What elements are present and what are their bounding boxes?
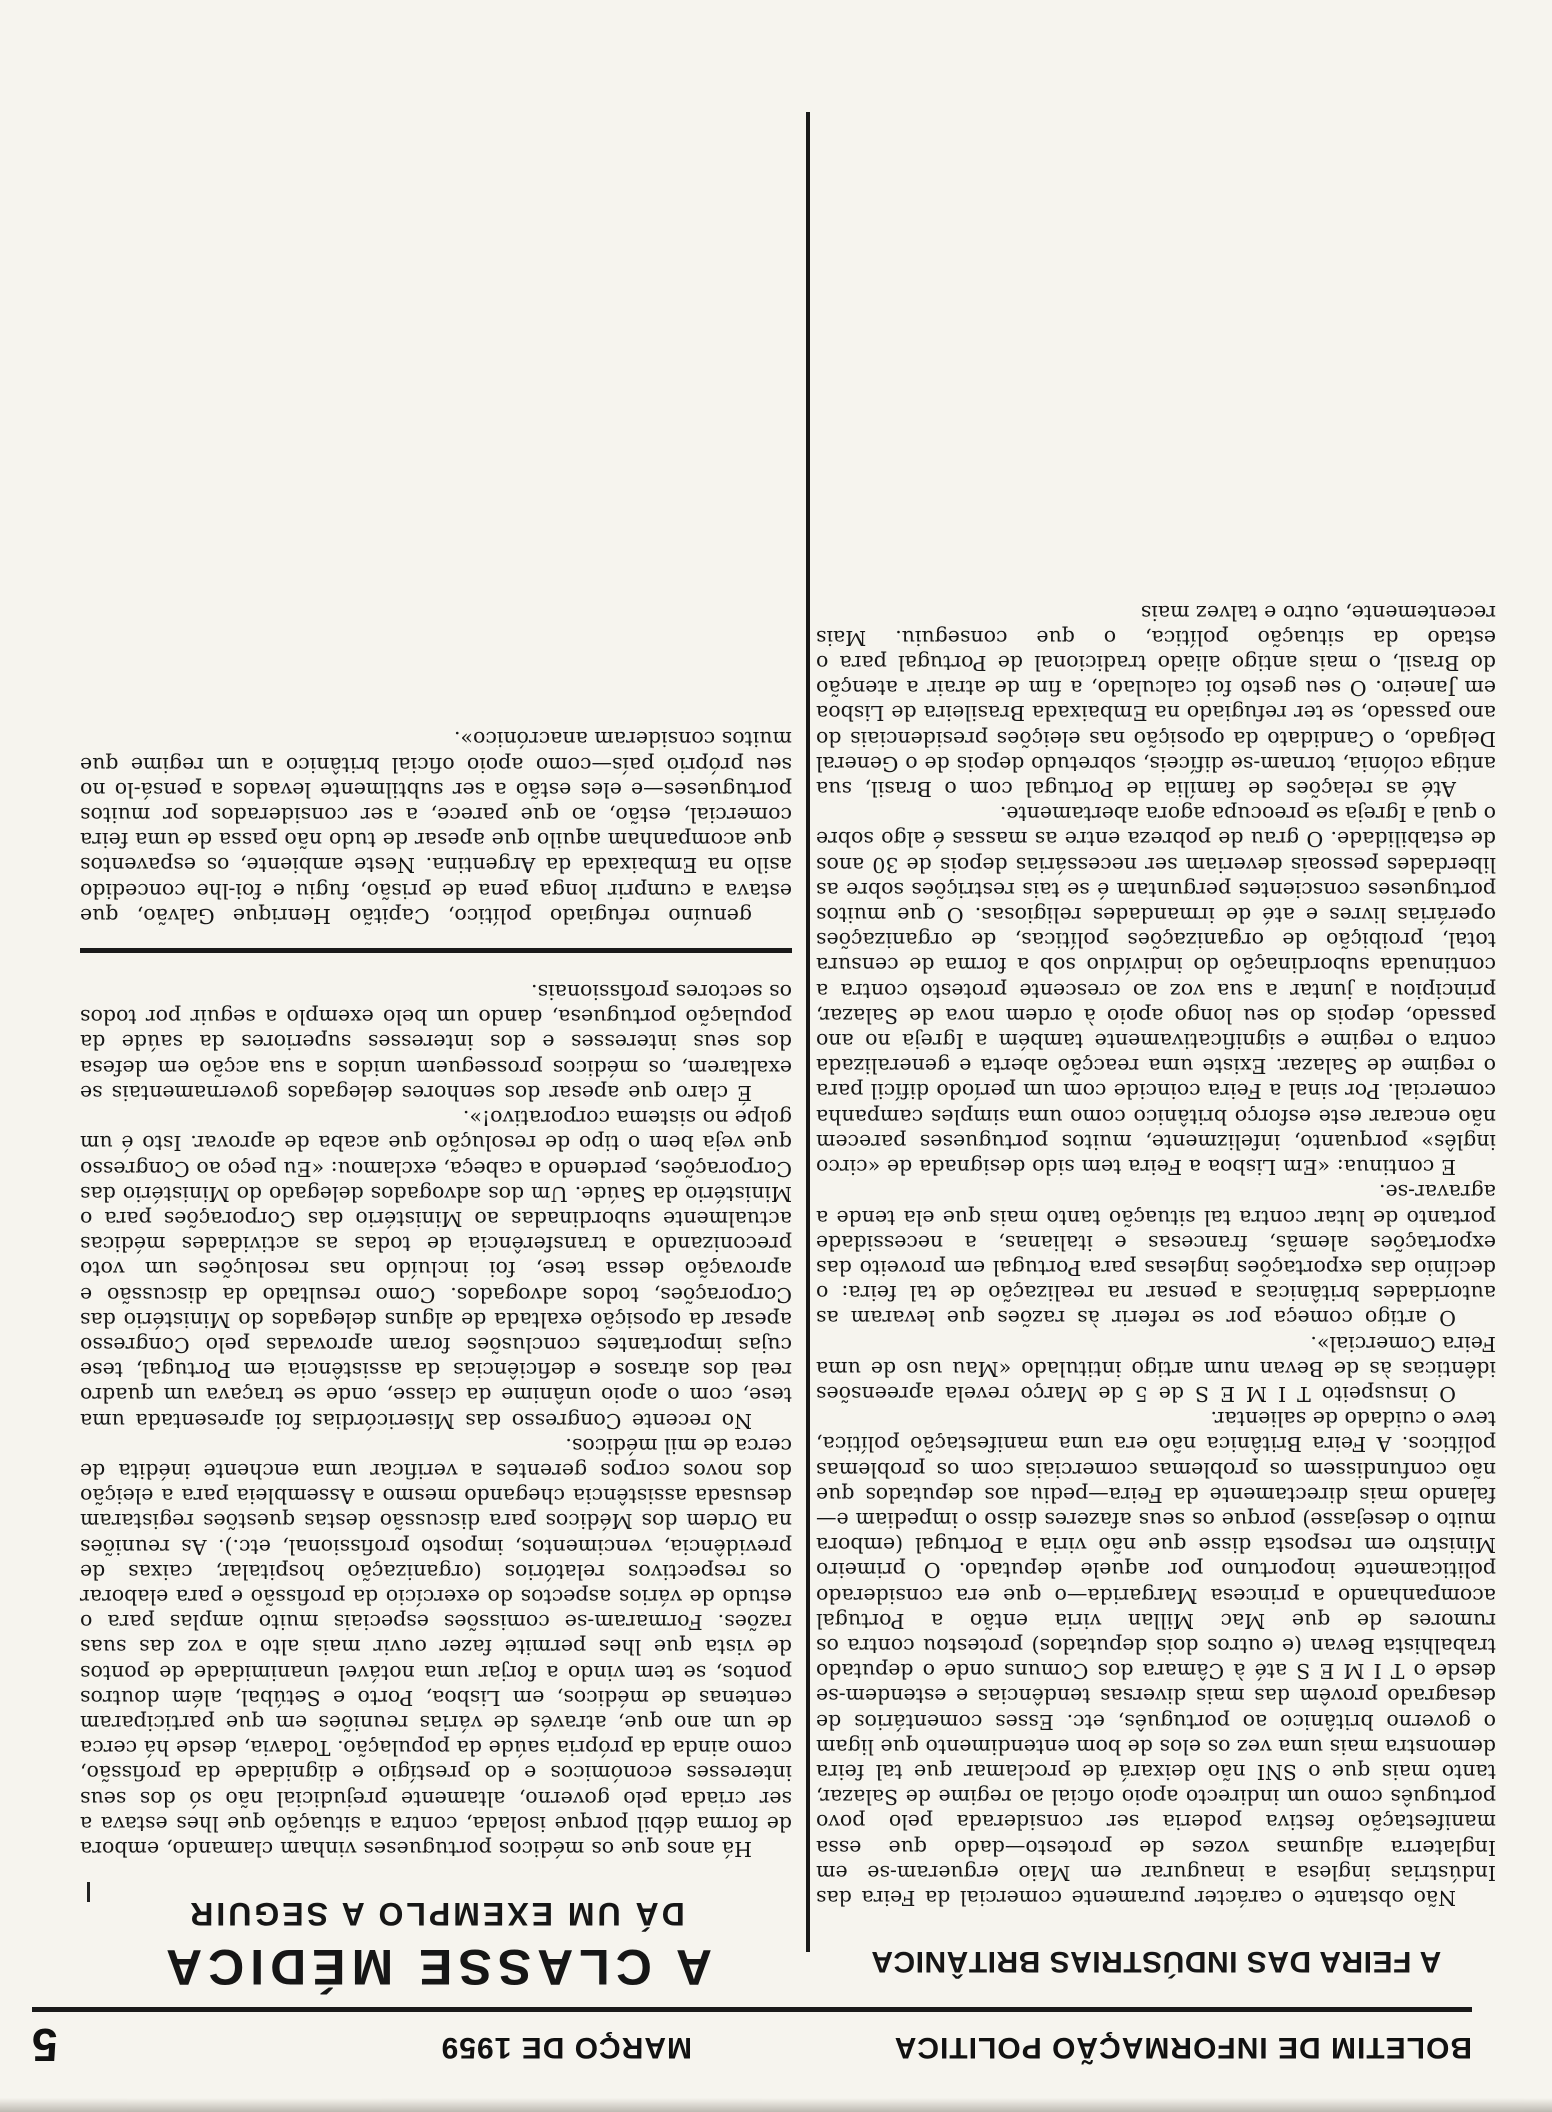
article-subheadline: DÁ UM EXEMPLO A SEGUIR [187, 1896, 685, 1932]
issue-date: MARÇO DE 1959 [440, 2031, 692, 2064]
article-paragraph: genuíno refugiado político, Capitão Henrique Galvão, que estava a cumprir longa pena de prisão, fugiu e foi-lhe concedido asilo na Embaixada da Argentina. Neste ambiente, os espaventos que acompanham aquilo que apesar de tudo não passa de uma feira comercial, estão, ao que parece, a ser considerados por muitos portugueses—e eles estão a ser subtilmente levados a pensá-lo no seu próprio país—como apoio oficial britânico a um regime que muitos consideram anacrónico». [80, 727, 792, 928]
article-body [80, 979, 792, 1861]
article-feira-britanica [816, 599, 1496, 2000]
section-rule [80, 948, 792, 953]
continued-article-body [80, 726, 792, 928]
page-number: 5 [32, 2019, 58, 2071]
article-body [816, 599, 1496, 1910]
article-paragraph: O artigo começa por se referir às razões que levaram as autoridades britânicas a pensar na realização de tal feira: o declínio das exportações inglesas para Portugal em proveito das exportações alemãs, francesas e italianas, a necessidade portanto de lutar contra tal situação tanto mais que ela tende a agravar-se. [816, 1180, 1496, 1331]
article-classe-medica [80, 726, 792, 2000]
page-header [32, 2019, 1472, 2071]
article-paragraph: Até as relações de família de Portugal com o Brasil, sua antiga colónia, tornam-se difíceis, sobretudo depois de o General Delgado, o Candidato da oposição nas eleições presidenciais do ano passado, se ter refugiado na Embaixada Brasileira de Lisboa em Janeiro. O seu gesto foi calculado, a fim de atrair a atenção do Brasil, o mais antigo aliado tradicional de Portugal para o estado da situação política, o que conseguiu. Mais recentemente, outro e talvez mais [816, 600, 1496, 802]
article-headline: A CLASSE MÉDICA [159, 1939, 713, 1995]
article-paragraph: E continua: «Em Lisboa a Feira tem sido designada de «circo inglês» porquanto, infelizmente, muitos portugueses parecem não encarar este esforço britânico como uma simples campanha comercial. Por sinal a Feira coincide com um período difícil para o regime de Salazar. Existe uma reacção aberta e generalizada contra o regime e significativamente também a Igreja no ano passado, depois do seu longo apoio à ordem nova de Salazar, principiou a juntar a sua voz ao crescente protesto contra a continuada subordinação do indivíduo sob a forma de censura total, proibição de organizações políticas, de organizações operárias livres e até de irmandades religiosas. O que muitos portugueses conscientes perguntam é se tais restrições sobre as liberdades pessoais deveriam ser necessárias depois de 30 anos de estabilidade. O grau de pobreza entre as massas é algo sobre o qual a Igreja se preocupa agora abertamente. [816, 802, 1496, 1180]
article-paragraph: Não obstante o carácter puramente comercial da Feira das Indústrias inglesa a inaugurar em Maio ergueram-se em Inglaterra algumas vozes de protesto—dado que essa manifestação festiva poderia ser considerada pelo povo português como um indirecto apoio oficial ao regime de Salazar, tanto mais que o SNI não deixará de proclamar que tal feira demonstra mais uma vez os elos de bom entendimento que ligam o governo britânico ao português, etc. Esses comentários de desagrado provêm das mais diversas tendências e estendem-se desde o T I M E S até à Câmara dos Comuns onde o deputado trabalhista Bevan (e outros dois deputados) protestou contra os rumores de que Mac Millan viria então a Portugal acompanhando a princesa Margarida—o que era considerado politicamente inoportuno por aquele deputado. O primeiro Ministro em resposta disse que não viria a Portugal (embora muito o desejasse) porque os seus afazeres disso o impediam e—falando mais directamente da Feira—pediu aos deputados que não confundissem os problemas comerciais com os problemas políticos. A Feira Britânica não era uma manifestação política, teve o cuidado de salientar. [816, 1407, 1496, 1910]
article-paragraph: No recente Congresso das Misericórdias foi apresentada uma tese, com o apoio unânime da classe, onde se traçava um quadro real dos atrasos e deficiências da assistência em Portugal, tese cujas importantes conclusões foram aprovadas pelo Congresso apesar da oposição exaltada de alguns delegados do Ministério das Corporações, todos advogados. Como resultado da discussão e aprovação dessa tese, foi incluído nas resoluções um voto preconizando a transferência de todas as actividades médicas actualmente subordinadas ao Ministério das Corporações para o Ministério da Saúde. Um dos advogados delegado do Ministério das Corporações, perdendo a cabeça, exclamou: «Eu peço ao Congresso que veja bem o tipo de resolução que acaba de aprovar. Isto é um golpe no sistema corporativo!». [80, 1106, 792, 1433]
scan-edge-shadow [0, 2098, 1552, 2112]
article-paragraph: O insuspeito T I M E S de 5 de Março revela apreensões idênticas às de Bevan num artigo intitulado «Mau uso de uma Feira Comercial». [816, 1331, 1496, 1406]
article-headline: A FEIRA DAS INDÚSTRIAS BRITÂNICA [870, 1945, 1442, 1978]
header-rule [32, 2007, 1472, 2012]
article-paragraph: É claro que apesar dos senhores delegados governamentais se exaltarem, os médicos prosseguem unidos a sua acção em defesa dos seus interesses e dos interesses superiores da saúde da população portuguesa, dando um belo exemplo a seguir por todos os sectores profissionais. [80, 980, 792, 1105]
article-paragraph: Há anos que os médicos portugueses vinham clamando, embora de forma débil porque isolada, contra a situação que lhes estava a ser criada pelo governo, altamente prejudicial não só dos seus interesses económicos e do prestígio e dignidade da profissão, como ainda da própria saúde da população. Todavia, desde há cerca de um ano que, através de várias reuniões em que participaram centenas de médicos, em Lisboa, Porto e Setúbal, além doutros pontos, se tem vindo a forjar uma notável unanimidade de pontos de vista que lhes permite fazer ouvir mais alto a voz das suas razões. Formaram-se comissões especiais muito amplas para o estudo de vários aspectos do exercício da profissão e para elaborar os respectivos relatórios (organização hospitalar, caixas de previdência, vencimentos, imposto profissional, etc.). As reuniões na Ordem dos Médicos para discussão destas questões registaram desusada assistência chegando mesmo a Assembleia para a eleição dos novos corpos gerentes a verificar uma enchente inédita de cerca de mil médicos. [80, 1433, 792, 1861]
column-divider [806, 112, 810, 1952]
publication-title: BOLETIM DE INFORMAÇÃO POLITICA [893, 2031, 1472, 2064]
